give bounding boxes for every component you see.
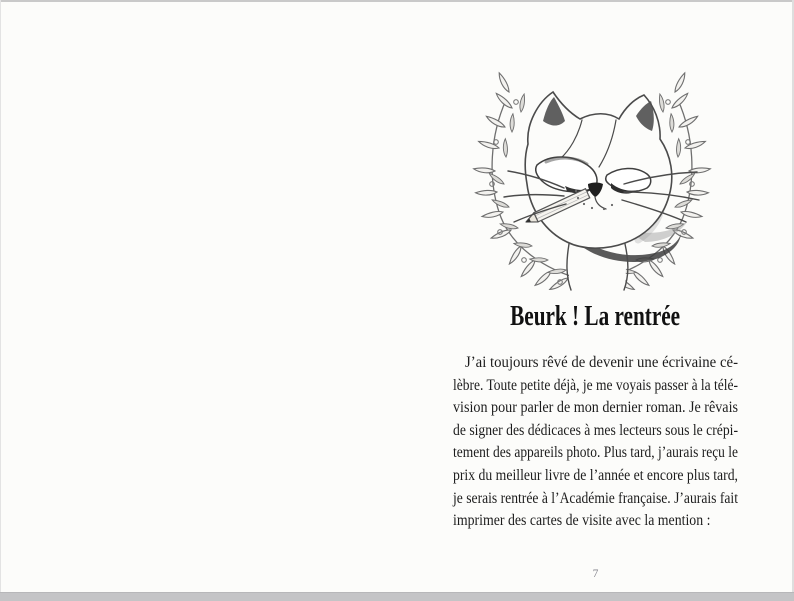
cat-laurel-illustration [466, 62, 718, 296]
page-number: 7 [592, 568, 599, 580]
body-line: de signer des dédicaces à mes lecteurs sous le crépi- [453, 421, 738, 439]
body-line: vision pour parler de mon dernier roman. Je rêvais [453, 399, 738, 417]
chapter-title [397, 300, 794, 336]
body-line: je serais rentrée à l’Académie française. J’aurais fait [453, 489, 738, 507]
blank-left-page [0, 2, 397, 592]
body-line: imprimer des cartes de visite avec la mention : [453, 512, 711, 530]
chapter-paragraph [453, 352, 738, 533]
body-line: prix du meilleur livre de l’année et encore plus tard, [453, 466, 738, 484]
body-line: tement des appareils photo. Plus tard, j’aurais reçu le [453, 444, 738, 462]
chapter-title-text: Beurk ! La rentrée [510, 301, 681, 332]
screen-bottom-band [0, 592, 794, 601]
body-line: lèbre. Toute petite déjà, je me voyais passer à la télé- [453, 376, 738, 394]
body-line: J’ai toujours rêvé de devenir une écrivaine cé- [465, 354, 738, 371]
